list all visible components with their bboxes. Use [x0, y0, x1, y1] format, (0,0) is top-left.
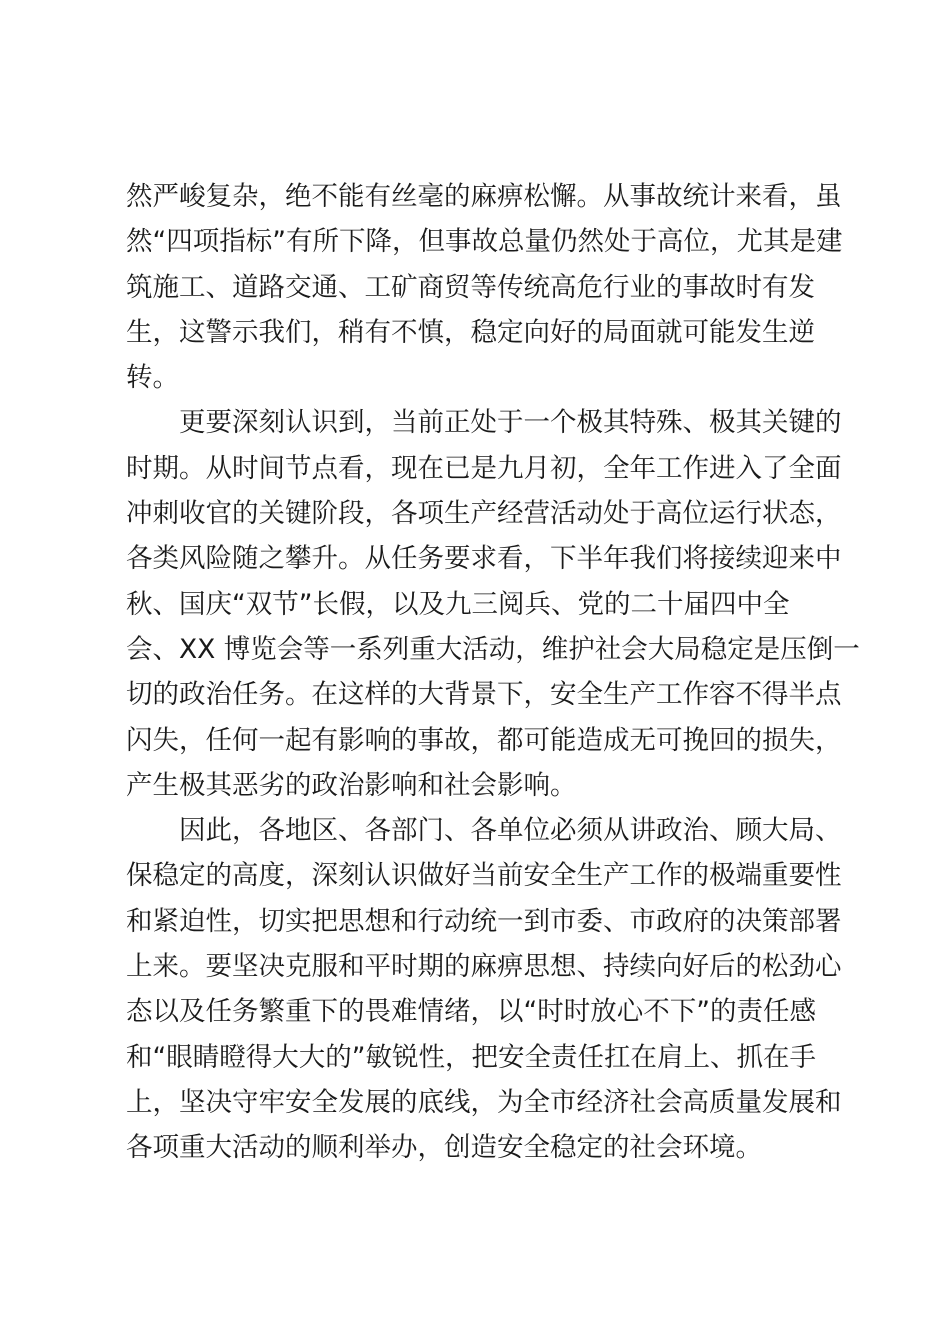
- text-line: 秋、国庆“双节”长假，以及九三阅兵、党的二十届四中全: [126, 588, 790, 620]
- text-line: 上来。要坚决克服和平时期的麻痹思想、持续向好后的松劲心: [126, 951, 842, 983]
- text-line: 时期。从时间节点看，现在已是九月初，全年工作进入了全面: [126, 452, 842, 484]
- text-line: 上，坚决守牢安全发展的底线，为全市经济社会高质量发展和: [126, 1086, 842, 1118]
- paragraph-continuation: [126, 174, 843, 400]
- text-line: 闪失，任何一起有影响的事故，都可能造成无可挽回的损失，: [126, 724, 842, 756]
- text-line: 筑施工、道路交通、工矿商贸等传统高危行业的事故时有发: [126, 271, 815, 303]
- text-line: 各类风险随之攀升。从任务要求看，下半年我们将接续迎来中: [126, 543, 842, 575]
- text-line: 各项重大活动的顺利举办，创造安全稳定的社会环境。: [126, 1132, 762, 1164]
- text-line: 态以及任务繁重下的畏难情绪，以“时时放心不下”的责任感: [126, 996, 816, 1028]
- paragraph-critical-period: [126, 400, 860, 808]
- paragraph-therefore: [126, 808, 842, 1170]
- text-line: 冲刺收官的关键阶段，各项生产经营活动处于高位运行状态，: [126, 498, 842, 530]
- text-line: 产生极其恶劣的政治影响和社会影响。: [126, 769, 577, 801]
- text-line: 和“眼睛瞪得大大的”敏锐性，把安全责任扛在肩上、抓在手: [126, 1041, 816, 1073]
- text-line: 和紧迫性，切实把思想和行动统一到市委、市政府的决策部署: [126, 905, 842, 937]
- document-body: [126, 174, 860, 1171]
- text-line: 会、XX 博览会等一系列重大活动，维护社会大局稳定是压倒一: [126, 633, 860, 665]
- text-line: 切的政治任务。在这样的大背景下，安全生产工作容不得半点: [126, 679, 842, 711]
- text-line: 保稳定的高度，深刻认识做好当前安全生产工作的极端重要性: [126, 860, 842, 892]
- text-line: 生，这警示我们，稍有不慎，稳定向好的局面就可能发生逆: [126, 316, 815, 348]
- text-line: 然严峻复杂，绝不能有丝毫的麻痹松懈。从事故统计来看，虽: [126, 181, 842, 212]
- text-line: 然“四项指标”有所下降，但事故总量仍然处于高位，尤其是建: [126, 226, 843, 258]
- text-line: 更要深刻认识到，当前正处于一个极其特殊、极其关键的: [179, 407, 842, 439]
- text-line: 转。: [126, 362, 179, 394]
- text-line: 因此，各地区、各部门、各单位必须从讲政治、顾大局、: [179, 815, 842, 847]
